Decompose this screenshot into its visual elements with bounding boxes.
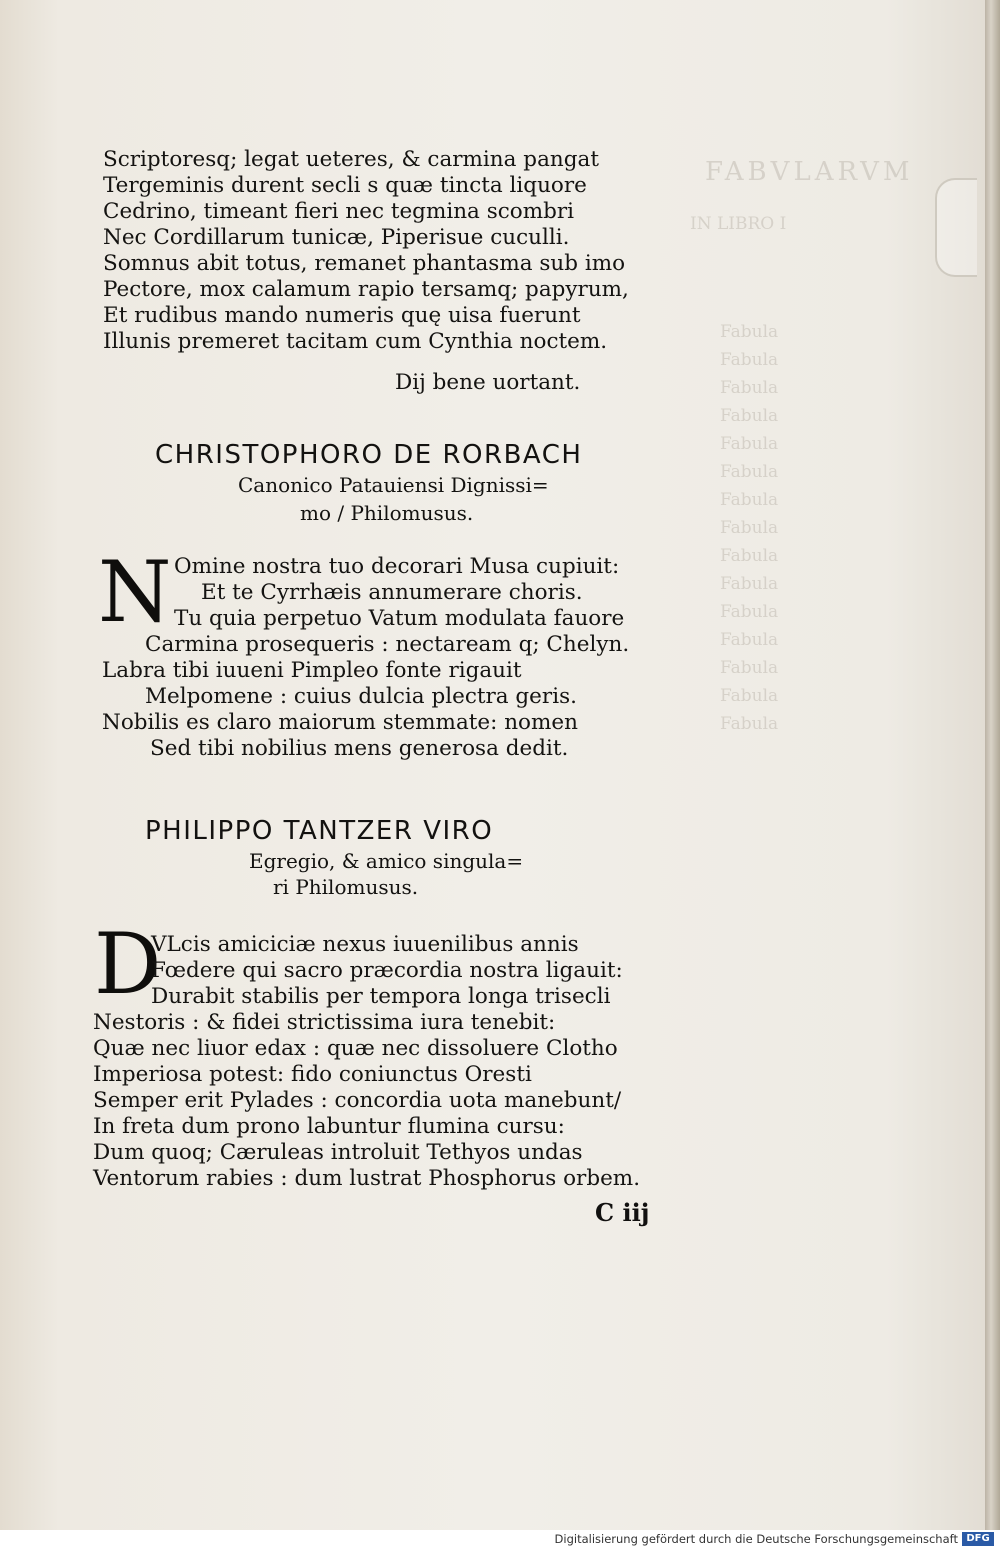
verse-line: Et rudibus mando numeris quę uisa fuerunt bbox=[103, 303, 581, 328]
verse-line: Somnus abit totus, remanet phantasma sub imo bbox=[103, 251, 626, 276]
heading-christophoro: CHRISTOPHORO DE RORBACH bbox=[155, 440, 583, 470]
verse-line: Imperiosa potest: fido coniunctus Oresti bbox=[93, 1062, 532, 1087]
footer-credit: Digitalisierung gefördert durch die Deutsche Forschungsgemeinschaft bbox=[554, 1532, 958, 1546]
verse-line: Carmina prosequeris : nectaream q; Chelyn. bbox=[145, 632, 630, 657]
signature-mark: C iij bbox=[595, 1198, 650, 1227]
dfg-logo: DFG bbox=[962, 1532, 994, 1546]
verse-line: VLcis amiciciæ nexus iuuenilibus annis bbox=[151, 932, 579, 957]
verse-line: Nestoris : & fidei strictissima iura tenebit: bbox=[93, 1010, 556, 1035]
drop-cap: D bbox=[94, 915, 162, 1013]
show-through-title: FABVLARVM bbox=[705, 157, 914, 187]
verse-line: Dum quoq; Cæruleas introluit Tethyos undas bbox=[93, 1140, 583, 1165]
verse-line: Tu quia perpetuo Vatum modulata fauore bbox=[174, 606, 625, 631]
dedication-subtitle: Egregio, & amico singula= bbox=[249, 849, 524, 873]
dedication-subtitle: Canonico Patauiensi Dignissi= bbox=[238, 473, 549, 497]
footer-bar bbox=[0, 1530, 1000, 1549]
verse-line: In freta dum prono labuntur flumina cursu: bbox=[93, 1114, 565, 1139]
verse-line: Fœdere qui sacro præcordia nostra ligauit: bbox=[151, 958, 623, 983]
verse-line: Tergeminis durent secli s quæ tincta liquore bbox=[103, 173, 587, 198]
verse-line: Semper erit Pylades : concordia uota manebunt/ bbox=[93, 1088, 622, 1113]
verse-line: Labra tibi iuueni Pimpleo fonte rigauit bbox=[102, 658, 522, 683]
closing-line: Dij bene uortant. bbox=[395, 370, 581, 395]
page-tab-mark bbox=[935, 178, 977, 277]
page-edge bbox=[985, 0, 1000, 1530]
verse-line: Cedrino, timeant fieri nec tegmina scombri bbox=[103, 199, 575, 224]
drop-cap: N bbox=[98, 543, 172, 641]
show-through-index: IN LIBRO I bbox=[690, 214, 787, 234]
verse-line: Durabit stabilis per tempora longa trisecli bbox=[151, 984, 611, 1009]
show-through-list: Fabula Fabula Fabula Fabula Fabula Fabula Fabula Fabula Fabula Fabula Fabula Fabula Fabula Fabula Fabula bbox=[720, 322, 779, 734]
heading-philippo: PHILIPPO TANTZER VIRO bbox=[145, 816, 494, 846]
verse-line: Scriptoresq; legat ueteres, & carmina pangat bbox=[103, 147, 599, 172]
verse-line: Illunis premeret tacitam cum Cynthia noctem. bbox=[103, 329, 608, 354]
verse-line: Pectore, mox calamum rapio tersamq; papyrum, bbox=[103, 277, 629, 302]
verse-line: Nobilis es claro maiorum stemmate: nomen bbox=[102, 710, 578, 735]
dedication-subtitle: mo / Philomusus. bbox=[300, 501, 474, 525]
poem-2 bbox=[102, 554, 629, 762]
verse-line: Melpomene : cuius dulcia plectra geris. bbox=[145, 684, 577, 709]
verse-line: Ventorum rabies : dum lustrat Phosphorus orbem. bbox=[93, 1166, 641, 1191]
verse-line: Omine nostra tuo decorari Musa cupiuit: bbox=[174, 554, 620, 579]
poem-1 bbox=[103, 147, 629, 355]
verse-line: Nec Cordillarum tunicæ, Piperisue cuculli. bbox=[103, 225, 570, 250]
verse-line: Sed tibi nobilius mens generosa dedit. bbox=[150, 736, 569, 761]
verse-line: Quæ nec liuor edax : quæ nec dissoluere Clotho bbox=[93, 1036, 618, 1061]
verse-line: Et te Cyrrhæis annumerare choris. bbox=[201, 580, 583, 605]
dedication-subtitle: ri Philomusus. bbox=[273, 875, 419, 899]
poem-3 bbox=[93, 932, 640, 1192]
